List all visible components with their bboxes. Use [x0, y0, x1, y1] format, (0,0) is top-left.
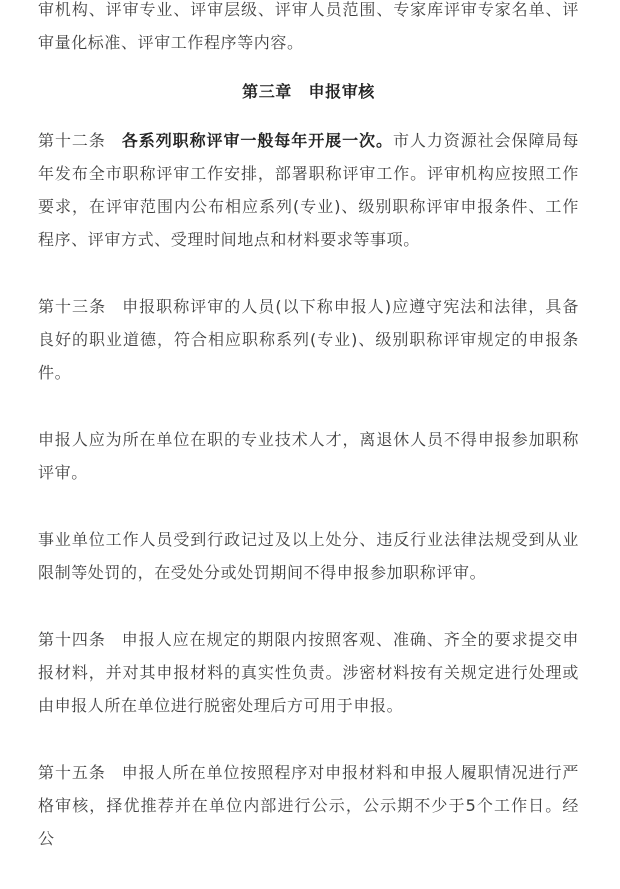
article-14-text: 申报人应在规定的期限内按照客观、准确、齐全的要求提交申报材料，并对其申报材料的真实性负责。涉密材料按有关规定进行处理或由申报人所在单位进行脱密处理后方可用于申报。 [38, 630, 580, 715]
article-14-number: 第十四条 [38, 630, 106, 649]
article-14 [38, 623, 579, 722]
article-12-text: 市人力资源社会保障局每年发布全市职称评审工作安排，部署职称评审工作。评审机构应按照工作要求，在评审范围内公布相应系列(专业)、级别职称评审申报条件、工作程序、评审方式、受理时间地点和材料要求等事项。 [38, 131, 579, 249]
article-15-text: 申报人所在单位按照程序对申报材料和申报人履职情况进行严格审核，择优推荐并在单位内部进行公示，公示期不少于5个工作日。经公 [38, 763, 580, 848]
paragraph-punishment [38, 523, 579, 589]
article-13-text: 申报职称评审的人员(以下称申报人)应遵守宪法和法律，具备良好的职业道德，符合相应职称系列(专业)、级别职称评审规定的申报条件。 [38, 297, 579, 382]
article-15 [38, 756, 579, 855]
article-12 [38, 124, 579, 256]
paragraph-retirement-text: 申报人应为所在单位在职的专业技术人才，离退休人员不得申报参加职称评审。 [38, 430, 579, 482]
article-12-number: 第十二条 [38, 131, 106, 150]
paragraph-retirement [38, 423, 579, 489]
article-15-number: 第十五条 [38, 763, 106, 782]
article-13 [38, 290, 579, 389]
article-12-bold-text: 各系列职称评审一般每年开展一次。 [121, 131, 393, 150]
chapter-title: 第三章 申报审核 [242, 82, 375, 101]
intro-tail-text: 审机构、评审专业、评审层级、评审人员范围、专家库评审专家名单、评审量化标准、评审工作程序等内容。 [38, 0, 579, 52]
paragraph-punishment-text: 事业单位工作人员受到行政记过及以上处分、违反行业法律法规受到从业限制等处罚的，在受处分或处罚期间不得申报参加职称评审。 [38, 530, 579, 582]
intro-tail-paragraph [38, 0, 579, 59]
article-13-number: 第十三条 [38, 297, 107, 316]
